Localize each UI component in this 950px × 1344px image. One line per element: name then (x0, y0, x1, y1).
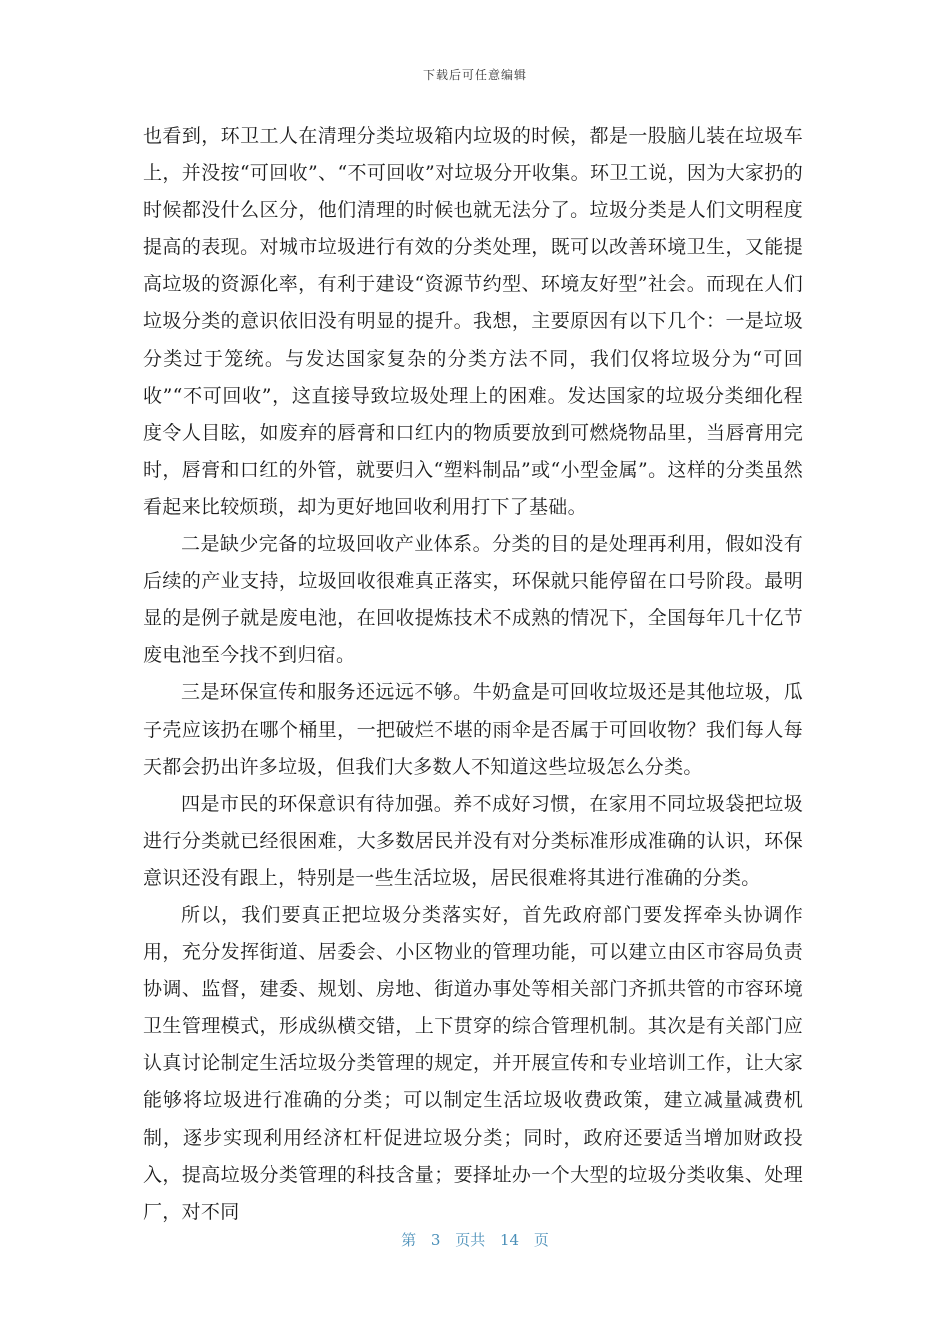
page-number-footer: 第 3 页共 14 页 (401, 1231, 549, 1249)
paragraph-5: 所以，我们要真正把垃圾分类落实好，首先政府部门要发挥牵头协调作用，充分发挥街道、居委会、小区物业的管理功能，可以建立由区市容局负责协调、监督，建委、规划、房地、街道办事处等相关部门齐抓共管的市容环境卫生管理模式，形成纵横交错，上下贯穿的综合管理机制。其次是有关部门应认真讨论制定生活垃圾分类管理的规定，并开展宣传和专业培训工作，让大家能够将垃圾进行准确的分类；可以制定生活垃圾收费政策，建立减量减费机制，逐步实现利用经济杠杆促进垃圾分类；同时，政府还要适当增加财政投入，提高垃圾分类管理的科技含量；要择址办一个大型的垃圾分类收集、处理厂，对不同 (143, 903, 803, 1223)
paragraph-4: 四是市民的环保意识有待加强。养不成好习惯，在家用不同垃圾袋把垃圾进行分类就已经很困难，大多数居民并没有对分类标准形成准确的认识，环保意识还没有跟上，特别是一些生活垃圾，居民很难将其进行准确的分类。 (143, 792, 803, 889)
paragraph-1: 也看到，环卫工人在清理分类垃圾箱内垃圾的时候，都是一股脑儿装在垃圾车上，并没按“可回收”、“不可回收”对垃圾分开收集。环卫工说，因为大家扔的时候都没什么区分，他们清理的时候也就无法分了。垃圾分类是人们文明程度提高的表现。对城市垃圾进行有效的分类处理，既可以改善环境卫生，又能提高垃圾的资源化率，有利于建设“资源节约型、环境友好型”社会。而现在人们垃圾分类的意识依旧没有明显的提升。我想，主要原因有以下几个：一是垃圾分类过于笼统。与发达国家复杂的分类方法不同，我们仅将垃圾分为“可回收”“不可回收”，这直接导致垃圾处理上的困难。发达国家的垃圾分类细化程度令人目眩，如废弃的唇膏和口红内的物质要放到可燃烧物品里，当唇膏用完时，唇膏和口红的外管，就要归入“塑料制品”或“小型金属”。这样的分类虽然看起来比较烦琐，却为更好地回收利用打下了基础。 (143, 125, 803, 518)
page-header: 下载后可任意编辑 (422, 68, 527, 82)
paragraph-3: 三是环保宣传和服务还远远不够。牛奶盒是可回收垃圾还是其他垃圾，瓜子壳应该扔在哪个桶里，一把破烂不堪的雨伞是否属于可回收物？我们每人每天都会扔出许多垃圾，但我们大多数人不知道这些垃圾怎么分类。 (143, 681, 803, 778)
paragraph-2: 二是缺少完备的垃圾回收产业体系。分类的目的是处理再利用，假如没有后续的产业支持，垃圾回收很难真正落实，环保就只能停留在口号阶段。最明显的是例子就是废电池，在回收提炼技术不成熟的情况下，全国每年几十亿节废电池至今找不到归宿。 (143, 533, 803, 667)
document-body (143, 118, 803, 1231)
